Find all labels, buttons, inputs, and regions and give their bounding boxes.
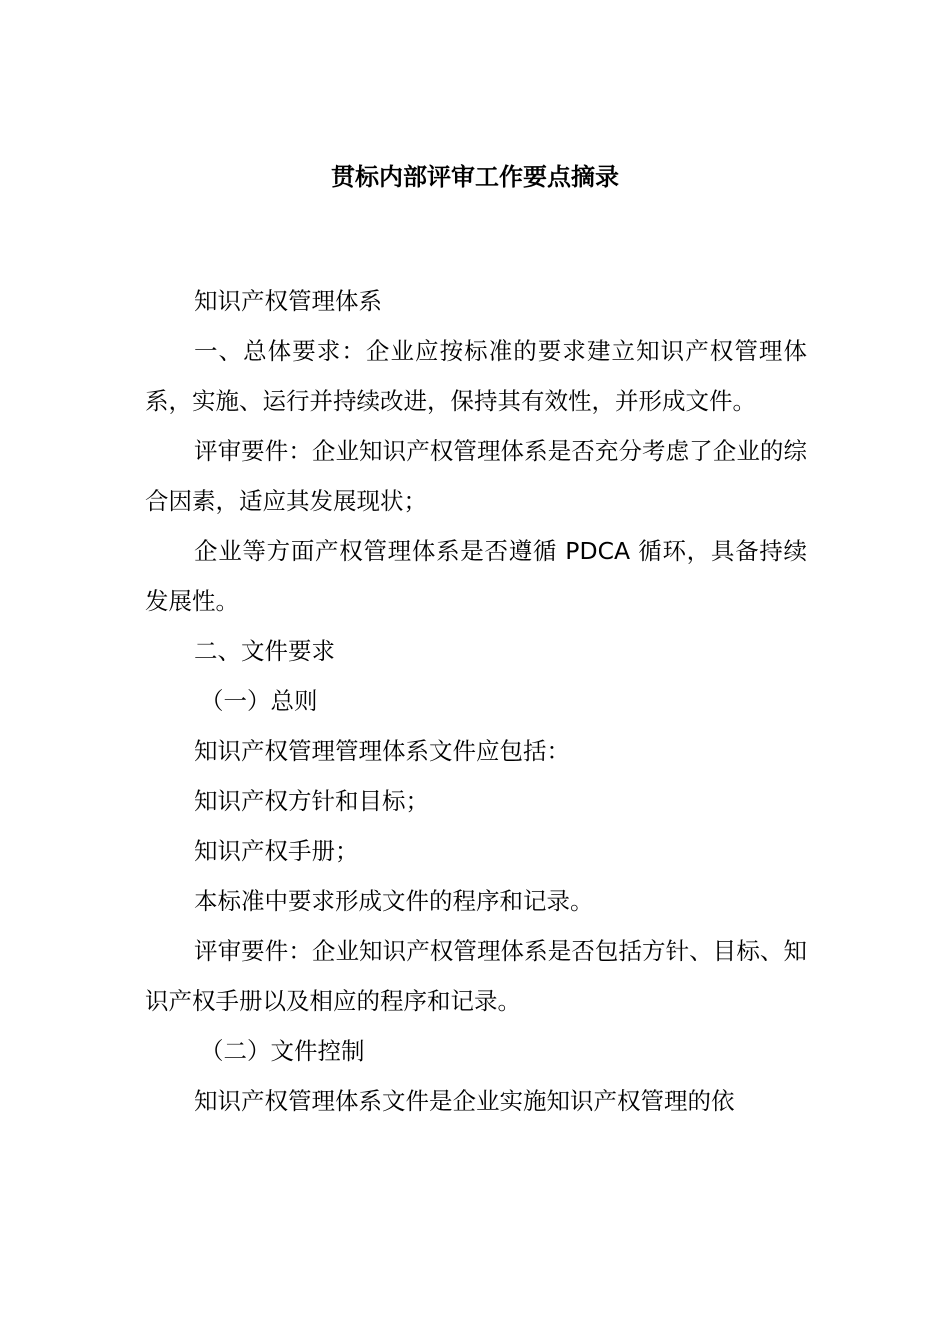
section-heading-ip-management-system: 知识产权管理体系 [194,287,382,315]
list-item-ip-manual: 知识产权手册； [194,837,359,865]
paragraph-document-control-basis: 知识产权管理体系文件是企业实施知识产权管理的依 [194,1087,735,1115]
paragraph-review-criteria-2: 评审要件：企业知识产权管理体系是否包括方针、目标、知识产权手册以及相应的程序和记录。 [145,937,807,1015]
document-body [145,276,807,1126]
list-item-procedures-records: 本标准中要求形成文件的程序和记录。 [194,887,594,915]
document-title: 贯标内部评审工作要点摘录 [331,163,619,191]
paragraph-documents-include: 知识产权管理管理体系文件应包括： [194,737,570,765]
paragraph-review-criteria-1: 评审要件：企业知识产权管理体系是否充分考虑了企业的综合因素，适应其发展现状； [145,437,807,515]
subsection-heading-general: （一）总则 [200,687,318,715]
paragraph-pdca-cycle: 企业等方面产权管理体系是否遵循 PDCA 循环，具备持续发展性。 [145,537,807,615]
section-heading-document-requirements: 二、文件要求 [194,637,335,665]
subsection-heading-document-control: （二）文件控制 [200,1037,365,1065]
list-item-policy-objectives: 知识产权方针和目标； [194,787,429,815]
paragraph-general-requirements: 一、总体要求：企业应按标准的要求建立知识产权管理体系，实施、运行并持续改进，保持其有效性，并形成文件。 [145,337,807,415]
